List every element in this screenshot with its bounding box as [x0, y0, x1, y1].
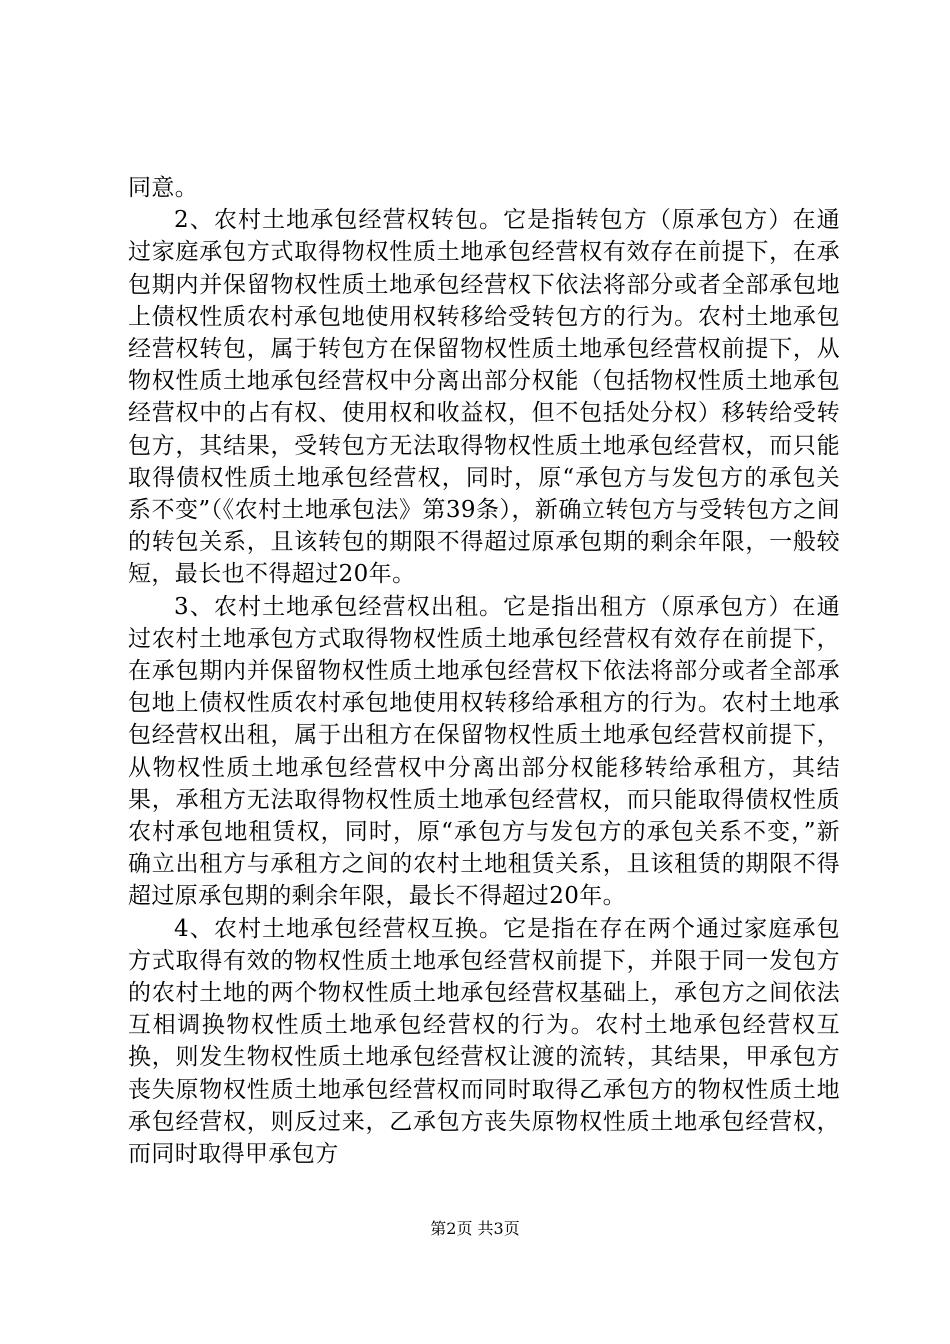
- page-number-footer: 第2页 共3页: [430, 1219, 520, 1238]
- paragraph-continuation: 同意。: [128, 175, 199, 201]
- paragraph-leasing: 3、农村土地承包经营权出租。它是指出租方（原承包方）在通过农村土地承包方式取得物权性质土地承包经营权有效存在前提下，在承包期内并保留物权性质土地承包经营权下依法将部分或者全部承包地上债权性质农村承包地使用权转移给承租方的行为。农村土地承包经营权出租，属于出租方在保留物权性质土地承包经营权前提下，从物权性质土地承包经营权中分离出部分权能移转给承租方，其结果，承租方无法取得物权性质土地承包经营权，而只能取得债权性质农村承包地租赁权，同时，原“承包方与发包方的承包关系不变，”新确立出租方与承租方之间的农村土地租赁关系，且该租赁的期限不得超过原承包期的剩余年限，最长不得超过20年。: [128, 593, 840, 910]
- paragraph-exchange: 4、农村土地承包经营权互换。它是指在存在两个通过家庭承包方式取得有效的物权性质土地承包经营权前提下，并限于同一发包方的农村土地的两个物权性质土地承包经营权基础上，承包方之间依法互相调换物权性质土地承包经营权的行为。农村土地承包经营权互换，则发生物权性质土地承包经营权让渡的流转，其结果，甲承包方丧失原物权性质土地承包经营权而同时取得乙承包方的物权性质土地承包经营权，则反过来，乙承包方丧失原物权性质土地承包经营权，而同时取得甲承包方: [128, 915, 840, 1168]
- document-body: [128, 172, 840, 1170]
- paragraph-subcontracting: 2、农村土地承包经营权转包。它是指转包方（原承包方）在通过家庭承包方式取得物权性质土地承包经营权有效存在前提下，在承包期内并保留物权性质土地承包经营权下依法将部分或者全部承包地上债权性质农村承包地使用权转移给受转包方的行为。农村土地承包经营权转包，属于转包方在保留物权性质土地承包经营权前提下，从物权性质土地承包经营权中分离出部分权能（包括物权性质土地承包经营权中的占有权、使用权和收益权，但不包括处分权）移转给受转包方，其结果，受转包方无法取得物权性质土地承包经营权，而只能取得债权性质土地承包经营权，同时，原“承包方与发包方的承包关系不变”（《农村土地承包法》第39条），新确立转包方与受转包方之间的转包关系，且该转包的期限不得超过原承包期的剩余年限，一般较短，最长也不得超过20年。: [128, 207, 840, 588]
